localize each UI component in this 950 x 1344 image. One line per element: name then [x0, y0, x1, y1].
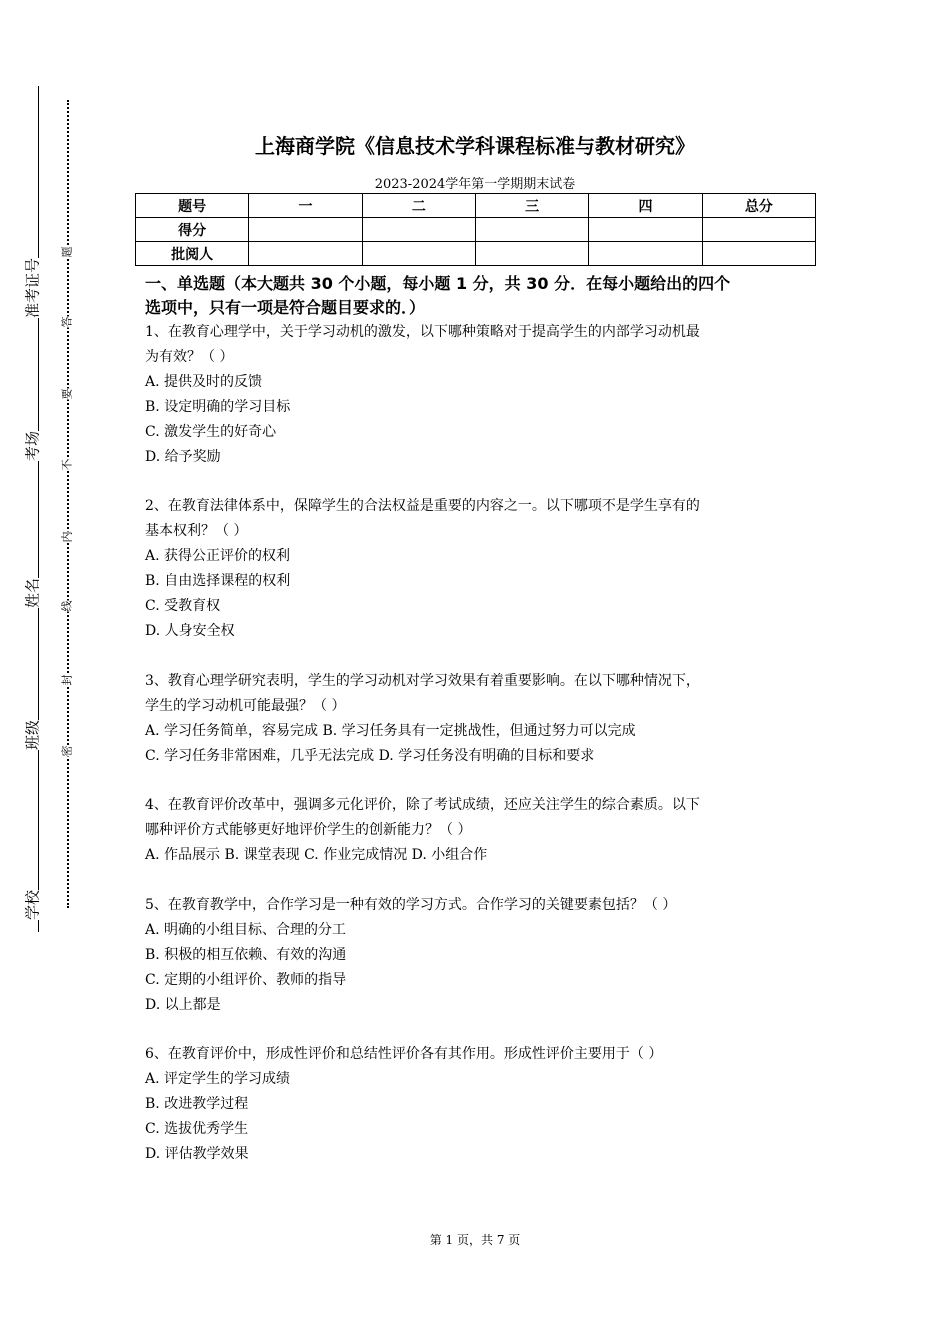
option: A. 获得公正评价的权利: [145, 548, 291, 564]
question-stem: 3、教育心理学研究表明，学生的学习动机对学习效果有着重要影响。在以下哪种情况下，: [145, 673, 700, 689]
grader-cell[interactable]: [362, 242, 475, 266]
section-heading: [145, 272, 820, 320]
score-cell[interactable]: [589, 218, 702, 242]
score-cell[interactable]: [362, 218, 475, 242]
option: A. 作品展示 B. 课堂表现 C. 作业完成情况 D. 小组合作: [145, 847, 488, 863]
exam-subtitle: 2023-2024学年第一学期期末试卷: [374, 177, 576, 192]
option: C. 受教育权: [145, 598, 221, 614]
option: A. 提供及时的反馈: [145, 374, 263, 390]
section-heading-line: 选项中，只有一项是符合题目要求的．）: [145, 298, 426, 317]
row-header: 批阅人: [136, 242, 249, 266]
option: B. 自由选择课程的权利: [145, 573, 291, 589]
seal-char: 内: [60, 531, 74, 543]
exam-id-label: 准考证号: [23, 257, 42, 319]
seal-char: 答: [60, 316, 74, 328]
question-2: [145, 494, 820, 644]
section-heading-line: 一、单选题（本大题共 30 个小题，每小题 1 分，共 30 分．在每小题给出的四个: [145, 274, 731, 293]
seal-char: 题: [60, 246, 74, 258]
seal-char: 不: [60, 459, 74, 471]
option: C. 学习任务非常困难，几乎无法完成 D. 学习任务没有明确的目标和要求: [145, 748, 595, 764]
score-cell[interactable]: [475, 218, 588, 242]
row-header: 得分: [136, 218, 249, 242]
option: D. 给予奖励: [145, 449, 221, 465]
grader-cell[interactable]: [475, 242, 588, 266]
question-5: [145, 893, 820, 1018]
option: D. 以上都是: [145, 997, 221, 1013]
question-stem: 4、在教育评价改革中，强调多元化评价，除了考试成绩，还应关注学生的综合素质。以下: [145, 797, 700, 813]
question-stem: 基本权利？（ ）: [145, 523, 248, 539]
seal-char: 线: [60, 600, 74, 612]
question-stem: 2、在教育法律体系中，保障学生的合法权益是重要的内容之一。以下哪项不是学生享有的: [145, 498, 700, 514]
question-stem: 6、在教育评价中，形成性评价和总结性评价各有其作用。形成性评价主要用于（ ）: [145, 1046, 663, 1062]
option: D. 评估教学效果: [145, 1146, 249, 1162]
question-6: [145, 1042, 820, 1167]
option: C. 定期的小组评价、教师的指导: [145, 972, 347, 988]
school-label: 学校: [23, 889, 42, 921]
grader-cell[interactable]: [589, 242, 702, 266]
binding-margin: [0, 0, 90, 1344]
option: A. 评定学生的学习成绩: [145, 1071, 291, 1087]
grader-row: [136, 242, 816, 266]
col-header: 总分: [702, 194, 815, 218]
score-row: [136, 218, 816, 242]
option: C. 选拔优秀学生: [145, 1121, 249, 1137]
binding-solid-line: [38, 86, 39, 932]
col-header: 二: [362, 194, 475, 218]
page-number: 第 1 页，共 7 页: [429, 1233, 521, 1247]
col-header: 三: [475, 194, 588, 218]
exam-room-label: 考场: [23, 430, 42, 462]
question-3: [145, 669, 820, 769]
question-stem: 5、在教育教学中，合作学习是一种有效的学习方式。合作学习的关键要素包括？（ ）: [145, 897, 677, 913]
seal-char: 封: [60, 674, 74, 686]
class-label: 班级: [23, 719, 42, 751]
option: B. 积极的相互依赖、有效的沟通: [145, 947, 347, 963]
option: C. 激发学生的好奇心: [145, 424, 277, 440]
name-label: 姓名: [23, 577, 42, 609]
option: B. 改进教学过程: [145, 1096, 249, 1112]
option: A. 明确的小组目标、合理的分工: [145, 922, 347, 938]
question-stem: 哪种评价方式能够更好地评价学生的创新能力？（ ）: [145, 822, 472, 838]
score-table-header-row: [136, 194, 816, 218]
col-header: 一: [249, 194, 362, 218]
exam-title: 上海商学院《信息技术学科课程标准与教材研究》: [255, 134, 695, 158]
score-table: [135, 193, 816, 266]
option: D. 人身安全权: [145, 623, 235, 639]
option: A. 学习任务简单，容易完成 B. 学习任务具有一定挑战性，但通过努力可以完成: [145, 723, 636, 739]
grader-cell[interactable]: [249, 242, 362, 266]
grader-cell[interactable]: [702, 242, 815, 266]
question-stem: 1、在教育心理学中，关于学习动机的激发，以下哪种策略对于提高学生的内部学习动机最: [145, 324, 700, 340]
question-4: [145, 793, 820, 868]
seal-char: 要: [60, 388, 74, 400]
question-stem: 为有效？（ ）: [145, 349, 234, 365]
score-cell[interactable]: [702, 218, 815, 242]
col-header: 题号: [136, 194, 249, 218]
binding-dotted-line: [67, 100, 69, 908]
seal-char: 密: [60, 745, 74, 757]
question-1: [145, 320, 820, 470]
question-stem: 学生的学习动机可能最强？（ ）: [145, 698, 346, 714]
score-cell[interactable]: [249, 218, 362, 242]
col-header: 四: [589, 194, 702, 218]
option: B. 设定明确的学习目标: [145, 399, 291, 415]
